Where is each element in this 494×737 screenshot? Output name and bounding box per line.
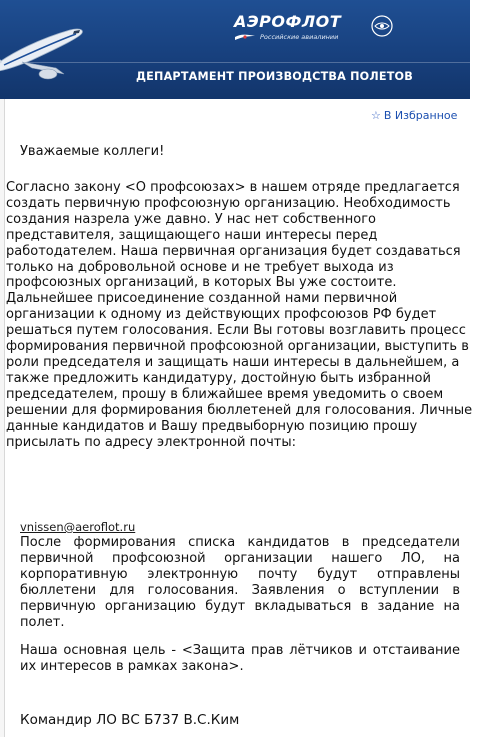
letter-paragraph-2: После формирования списка кандидатов в председатели первичной профсоюзной организации нашего ЛО, на корпоративную электронную почту будут отправлены бюллетени для голосования. Заявления о вступлении в первичную организацию будут вкладываться в задание на полет.: [20, 535, 460, 630]
star-outline-icon: ☆: [371, 109, 381, 122]
aeroflot-logo: [232, 12, 382, 48]
letter-paragraph-3: Наша основная цель - <Защита прав лётчиков и отстаивание их интересов в рамках закона>.: [20, 643, 460, 674]
letter-paragraph-1: Согласно закону <О профсоюзах> в нашем отряде предлагается создать первичную профсоюзную организацию. Необходимость создания назрела уже давно. У нас нет собственного представителя, защищающего наши интересы перед работодателем. Наша первичная организация будет создаваться только на добровольной основе и не требует выхода из профсоюзных организаций, в которых Вы уже состоите. Дальнейшее присоединение созданной нами первичной организации к одному из действующих профсоюзов РФ будет решаться путем голосования. Если Вы готовы возглавить процесс формирования первичной профсоюзной организации, выступить в роли председателя и защищать наши интересы в дальнейшем, а также предложить кандидатуру, достойную быть избранной председателем, прошу в ближайшее время уведомить о своем решении для формирования бюллетеней для голосования. Личные данные кандидатов и Вашу предвыборную позицию прошу присылать по адресу электронной почты:: [6, 180, 473, 450]
logo-name: АЭРОФЛОТ: [234, 12, 342, 31]
favorites-label: В Избранное: [383, 109, 458, 122]
letter-greeting: Уважаемые коллеги!: [20, 144, 165, 159]
add-to-favorites-link[interactable]: [371, 109, 457, 122]
contact-email-link[interactable]: vnissen@aeroflot.ru: [20, 520, 136, 534]
winged-logo-icon: [234, 32, 256, 42]
skyteam-emblem-icon: [370, 14, 394, 38]
airplane-icon: [0, 8, 102, 99]
logo-subtitle: Российские авиалинии: [260, 33, 339, 41]
header-banner: [0, 0, 470, 99]
letter-signature: Командир ЛО ВС Б737 В.С.Ким: [20, 712, 240, 728]
department-title: ДЕПАРТАМЕНТ ПРОИЗВОДСТВА ПОЛЕТОВ: [136, 70, 413, 83]
left-gutter: [0, 99, 5, 737]
